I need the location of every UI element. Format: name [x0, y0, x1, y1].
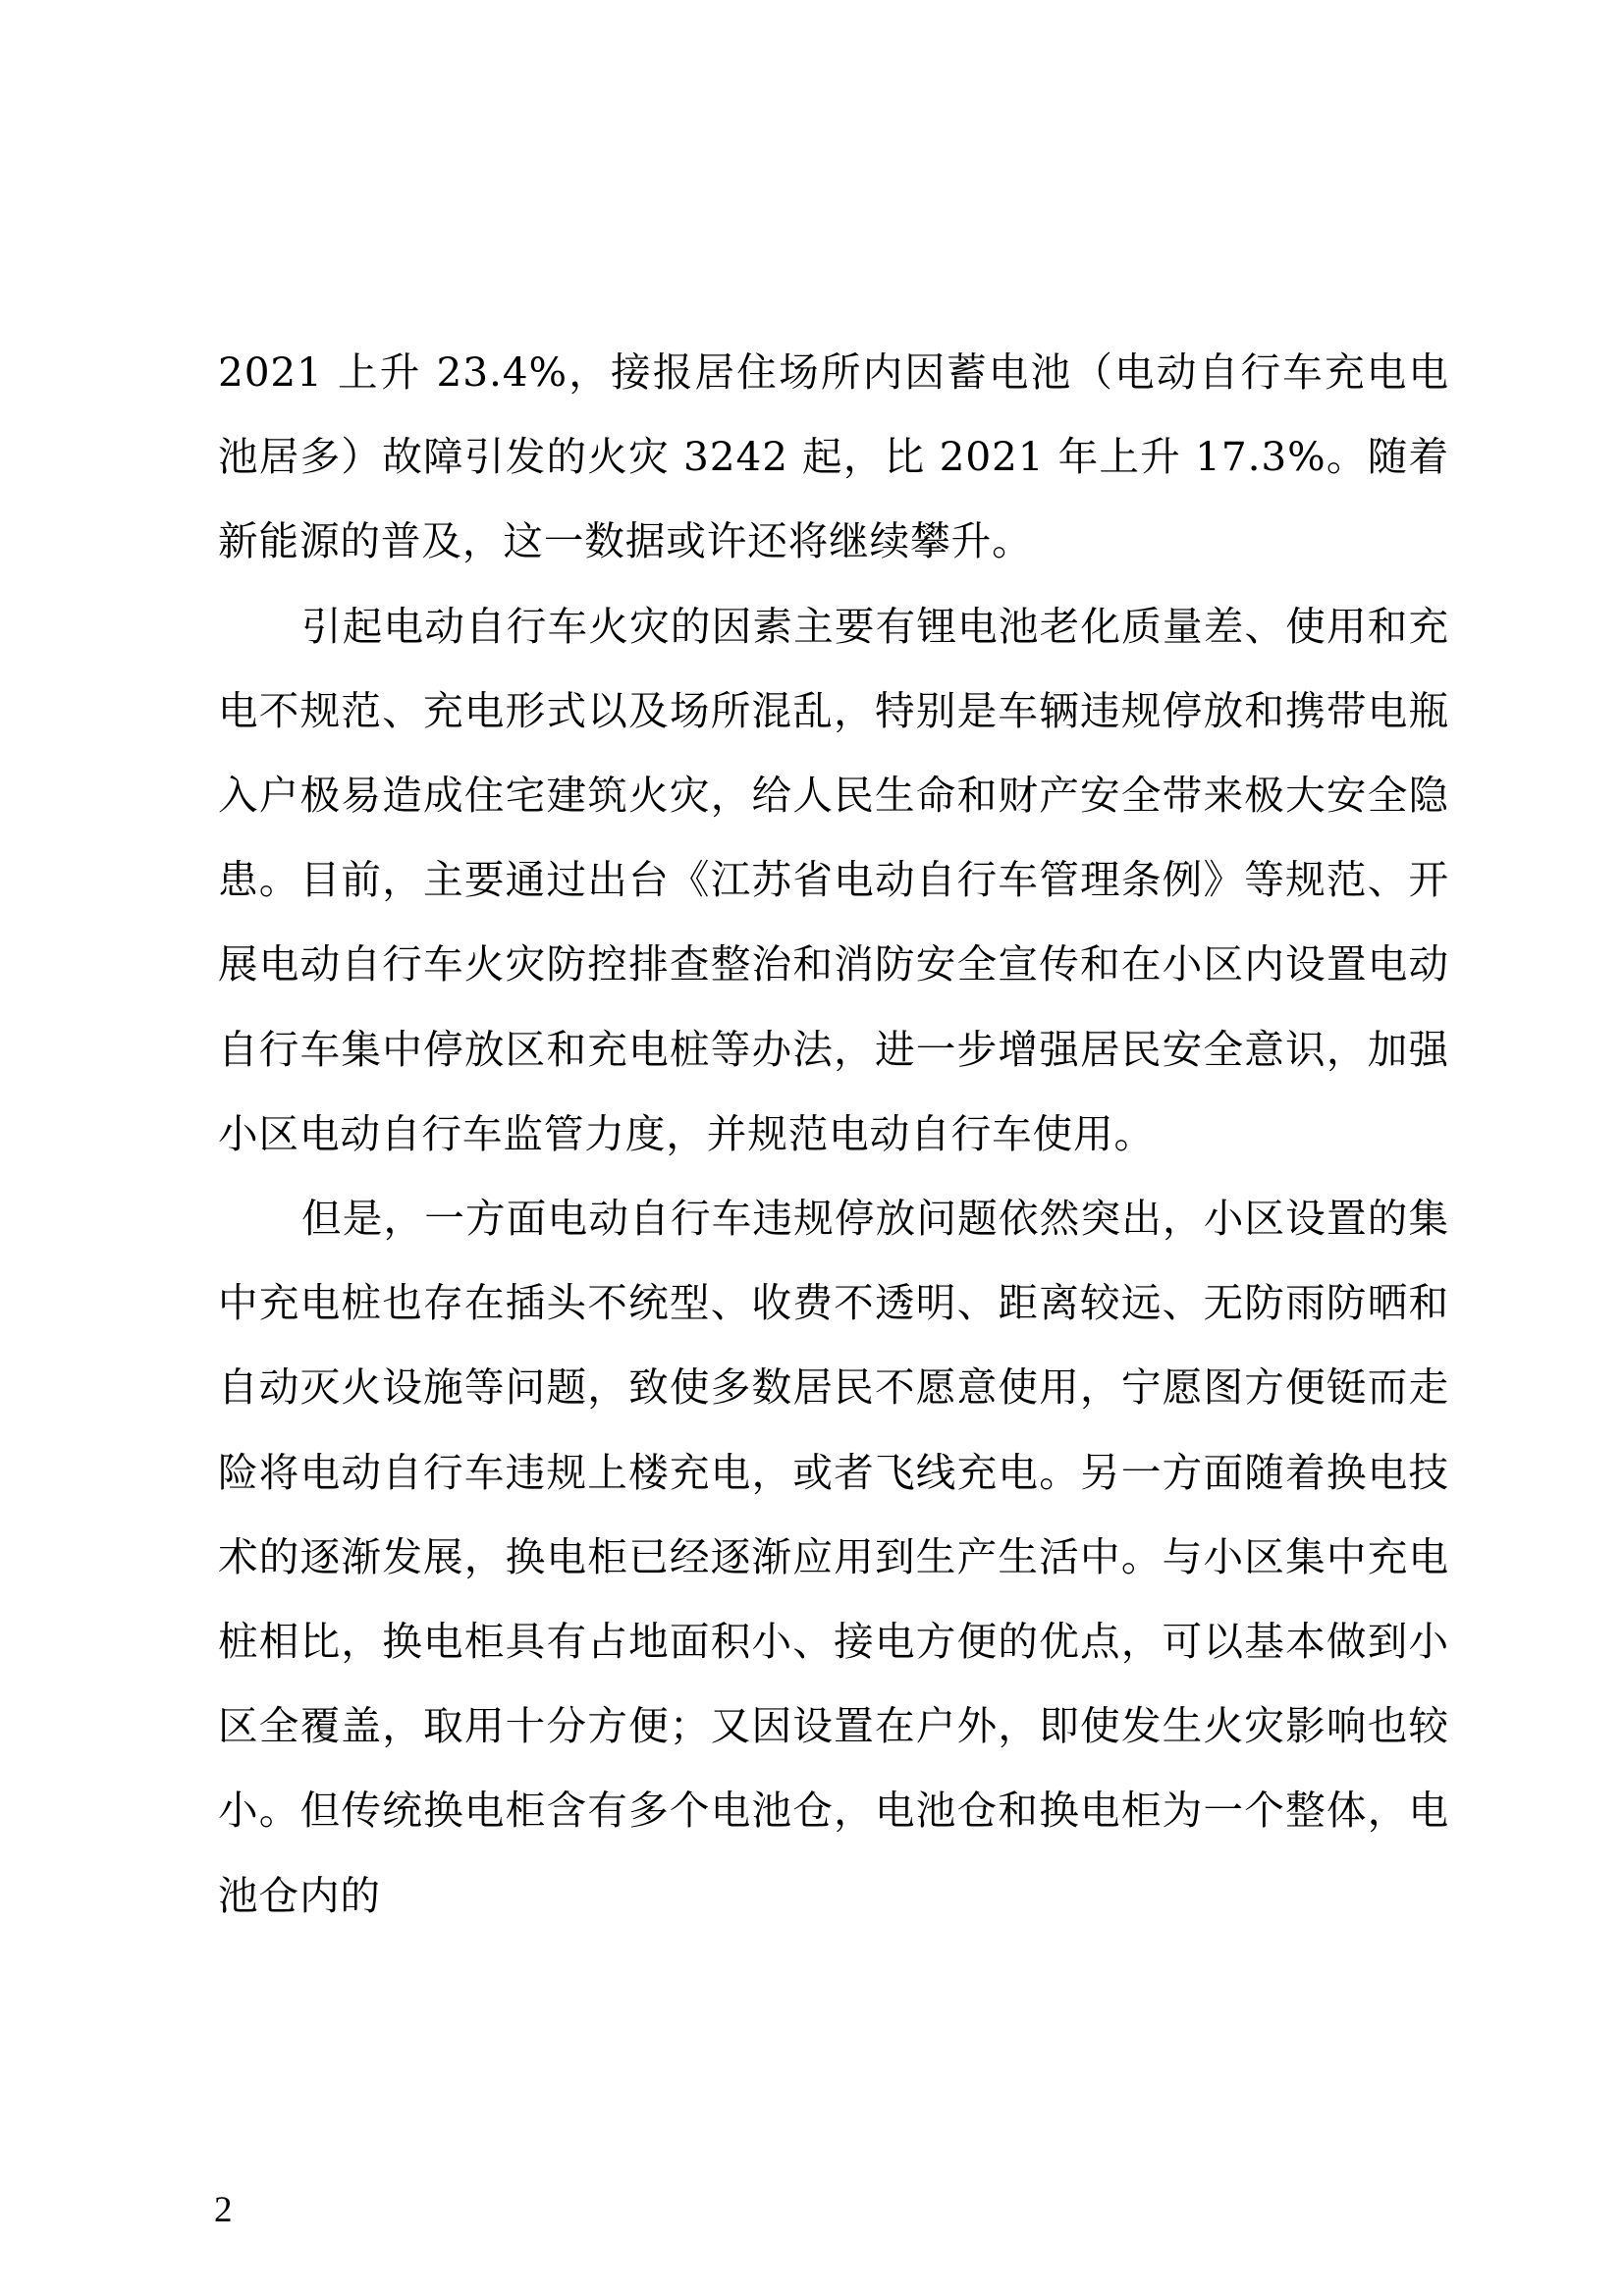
paragraph-swap-cabinet: 但是，一方面电动自行车违规停放问题依然突出，小区设置的集中充电桩也存在插头不统型、收费不透明、距离较远、无防雨防晒和自动灭火设施等问题，致使多数居民不愿意使用，宁愿图方便铤而走险将电动自行车违规上楼充电，或者飞线充电。另一方面随着换电技术的逐渐发展，换电柜已经逐渐应用到生产生活中。与小区集中充电桩相比，换电柜具有占地面积小、接电方便的优点，可以基本做到小区全覆盖，取用十分方便；又因设置在户外，即使发生火灾影响也较小。但传统换电柜含有多个电池仓，电池仓和换电柜为一个整体，电池仓内的 — [218, 1195, 1449, 1919]
page-number: 2 — [214, 2190, 233, 2230]
body-text — [218, 330, 1449, 1938]
paragraph-continuation: 2021 上升 23.4%，接报居住场所内因蓄电池（电动自行车充电电池居多）故障引发的火灾 3242 起，比 2021 年上升 17.3%。随着新能源的普及，这一数据或许还将继续攀升。 — [218, 348, 1449, 565]
paragraph-fire-causes: 引起电动自行车火灾的因素主要有锂电池老化质量差、使用和充电不规范、充电形式以及场所混乱，特别是车辆违规停放和携带电瓶入户极易造成住宅建筑火灾，给人民生命和财产安全带来极大安全隐患。目前，主要通过出台《江苏省电动自行车管理条例》等规范、开展电动自行车火灾防控排查整治和消防安全宣传和在小区内设置电动自行车集中停放区和充电桩等办法，进一步增强居民安全意识，加强小区电动自行车监管力度，并规范电动自行车使用。 — [218, 602, 1449, 1157]
